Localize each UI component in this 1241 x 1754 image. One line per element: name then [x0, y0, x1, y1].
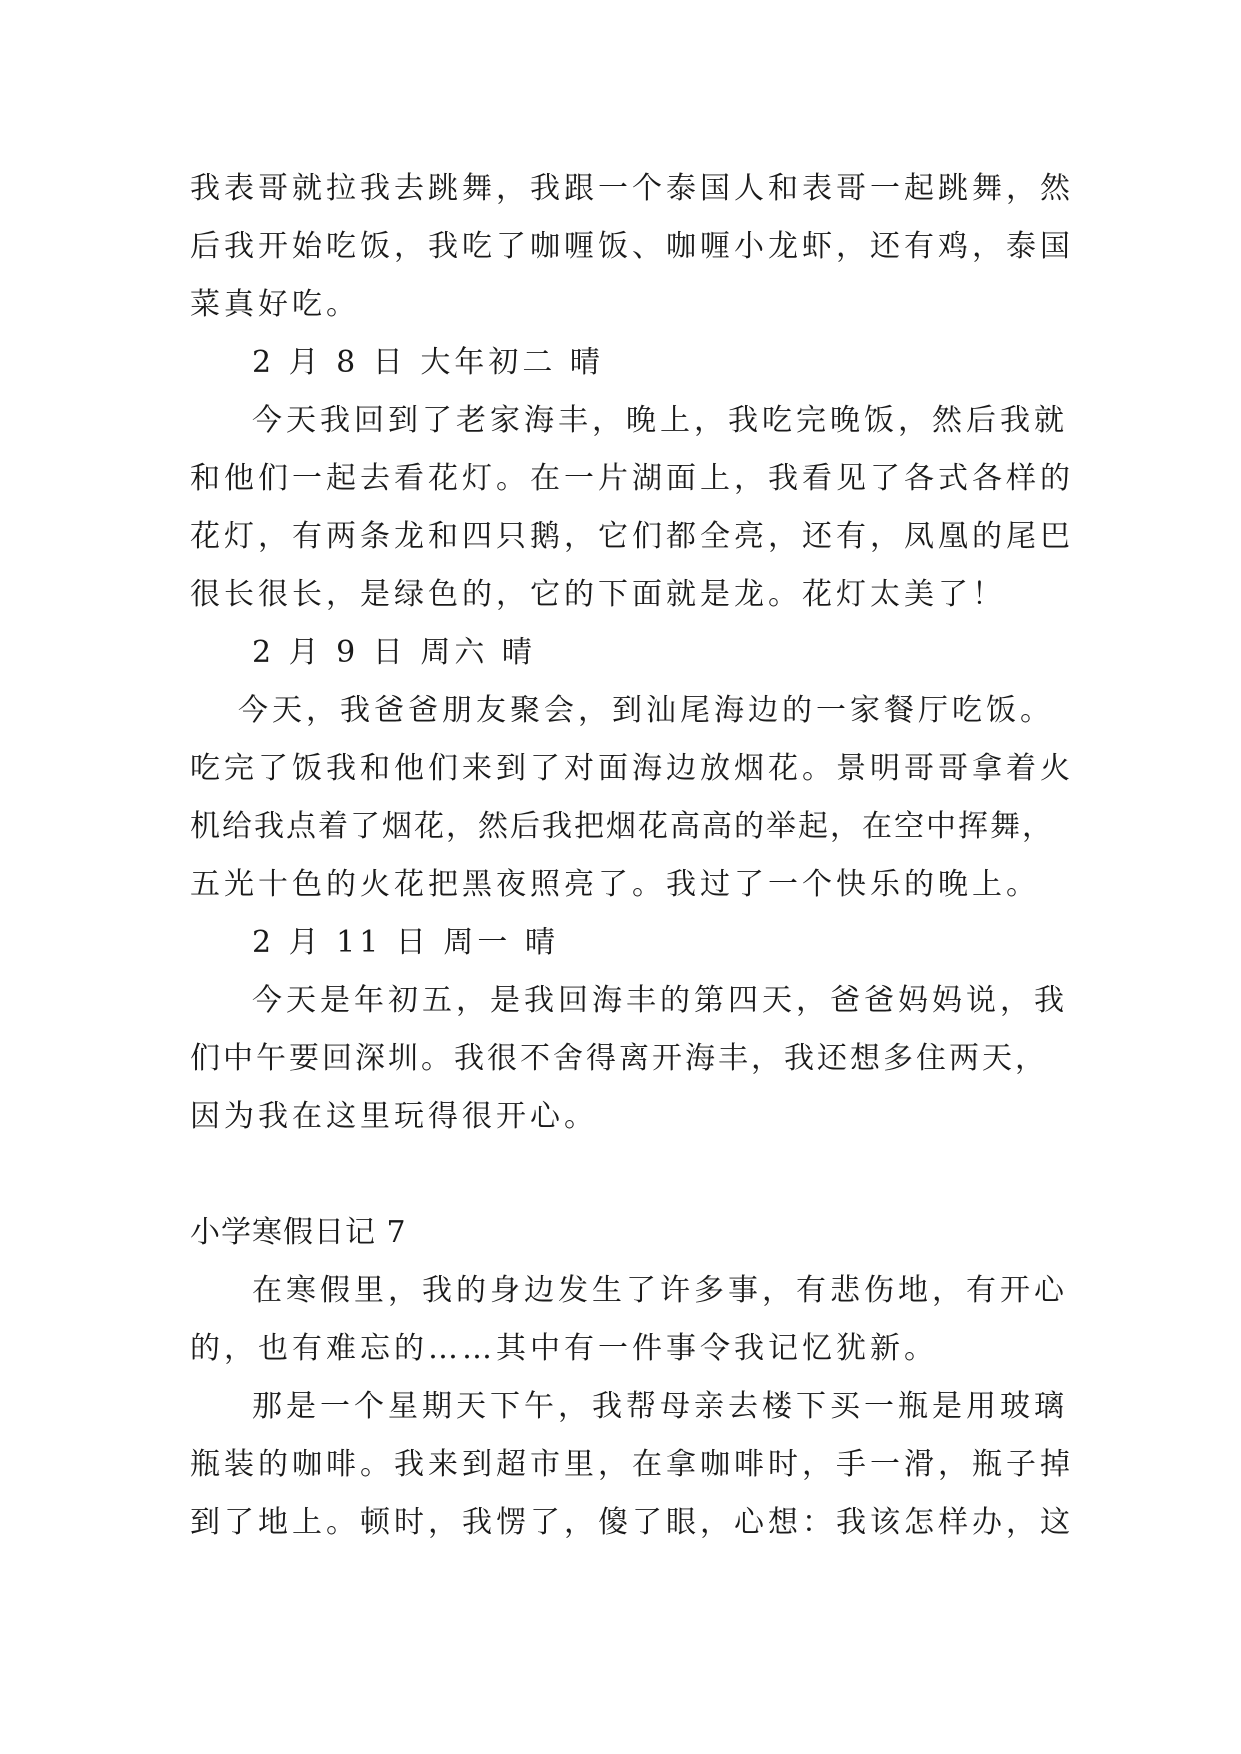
- diary-body: [190, 160, 1074, 1146]
- section-gap: [190, 1146, 1070, 1204]
- date-line: 2 月 8 日 大年初二 晴: [252, 345, 604, 380]
- text-line: 的，也有难忘的……其中有一件事令我记忆犹新。: [190, 1331, 938, 1366]
- section-title: 小学寒假日记 7: [190, 1215, 407, 1250]
- text-line: 今天我回到了老家海丰，晚上，我吃完晚饭，然后我就: [252, 403, 1068, 438]
- text-line: 瓶装的咖啡。我来到超市里，在拿咖啡时，手一滑，瓶子掉: [190, 1447, 1074, 1482]
- date-line: 2 月 9 日 周六 晴: [252, 635, 536, 670]
- text-line: 在寒假里，我的身边发生了许多事，有悲伤地，有开心: [252, 1273, 1068, 1308]
- text-line: 们中午要回深圳。我很不舍得离开海丰，我还想多住两天，: [190, 1041, 1048, 1076]
- date-line: 2 月 11 日 周一 晴: [252, 925, 559, 960]
- text-line: 花灯，有两条龙和四只鹅，它们都全亮，还有，凤凰的尾巴: [190, 519, 1074, 554]
- text-line: 很长很长，是绿色的，它的下面就是龙。花灯太美了！: [190, 577, 1006, 612]
- section-body: [190, 1262, 1074, 1552]
- text-line: 那是一个星期天下午，我帮母亲去楼下买一瓶是用玻璃: [252, 1389, 1068, 1424]
- text-line: 菜真好吃。: [190, 287, 360, 322]
- text-line: 和他们一起去看花灯。在一片湖面上，我看见了各式各样的: [190, 461, 1074, 496]
- text-line: 机给我点着了烟花，然后我把烟花高高的举起，在空中挥舞，: [190, 809, 1054, 844]
- text-line: 到了地上。顿时，我愣了，傻了眼，心想：我该怎样办，这: [190, 1505, 1074, 1540]
- text-line: 今天是年初五，是我回海丰的第四天，爸爸妈妈说，我: [252, 983, 1068, 1018]
- text-line: 后我开始吃饭，我吃了咖喱饭、咖喱小龙虾，还有鸡，泰国: [190, 229, 1074, 264]
- text-line: 今天，我爸爸朋友聚会，到汕尾海边的一家餐厅吃饭。: [238, 693, 1054, 728]
- text-line: 五光十色的火花把黑夜照亮了。我过了一个快乐的晚上。: [190, 867, 1040, 902]
- text-line: 吃完了饭我和他们来到了对面海边放烟花。景明哥哥拿着火: [190, 751, 1074, 786]
- document-page: [190, 160, 1074, 1552]
- text-line: 因为我在这里玩得很开心。: [190, 1099, 598, 1134]
- text-line: 我表哥就拉我去跳舞，我跟一个泰国人和表哥一起跳舞，然: [190, 171, 1074, 206]
